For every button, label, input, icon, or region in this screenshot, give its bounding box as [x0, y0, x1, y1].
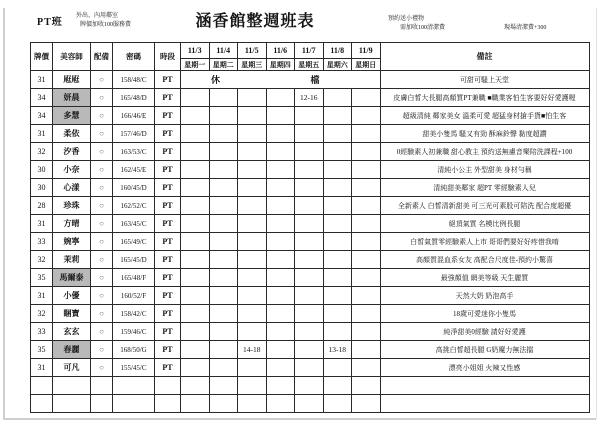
artist-name-cell: 珍珠	[53, 197, 91, 215]
artist-name-cell: 汐香	[53, 143, 91, 161]
price-cell: 31	[31, 71, 53, 89]
code-cell: 162/52/C	[113, 197, 155, 215]
remark-cell: 高挑白皙超長腿 G奶魔力無法擋	[380, 341, 589, 359]
note-left-line1: 外出、內用鄰室	[76, 13, 119, 19]
artist-name-cell: 可凡	[53, 359, 91, 377]
day-cell	[352, 89, 381, 107]
day-cell	[209, 305, 238, 323]
remark-cell: 0經驗素人初兼職 甜心教主 預約送無慮音樂陪洗課程+100	[380, 143, 589, 161]
code-cell: 165/48/F	[113, 269, 155, 287]
day-cell	[266, 161, 295, 179]
weekday-header: 星期一	[181, 59, 210, 71]
artist-name-cell	[53, 377, 91, 395]
code-cell	[113, 377, 155, 395]
day-cell	[209, 323, 238, 341]
day-cell	[181, 89, 210, 107]
date-header: 11/5	[238, 43, 267, 59]
day-cell	[323, 215, 352, 233]
price-cell: 34	[31, 89, 53, 107]
day-cell	[181, 197, 210, 215]
shift-cell: PT	[155, 161, 181, 179]
day-cell	[323, 305, 352, 323]
day-cell	[352, 377, 381, 395]
day-cell	[181, 377, 210, 395]
day-cell	[352, 251, 381, 269]
day-cell	[352, 395, 381, 413]
price-cell: 34	[31, 107, 53, 125]
day-cell	[323, 107, 352, 125]
price-cell	[31, 395, 53, 413]
code-cell: 165/48/D	[113, 89, 155, 107]
schedule-body	[31, 71, 590, 413]
day-cell	[323, 269, 352, 287]
day-cell	[209, 125, 238, 143]
day-cell	[352, 359, 381, 377]
day-cell	[209, 197, 238, 215]
day-cell	[238, 377, 267, 395]
price-cell: 32	[31, 143, 53, 161]
price-cell: 35	[31, 341, 53, 359]
day-cell	[323, 233, 352, 251]
equipment-circle-icon: ○	[91, 161, 113, 179]
day-cell	[323, 377, 352, 395]
shift-cell	[155, 395, 181, 413]
day-cell	[323, 89, 352, 107]
day-cell	[238, 143, 267, 161]
day-cell	[209, 233, 238, 251]
shift-cell: PT	[155, 305, 181, 323]
equipment-circle-icon: ○	[91, 287, 113, 305]
equipment-circle-icon: ○	[91, 359, 113, 377]
shift-cell: PT	[155, 179, 181, 197]
day-cell	[266, 359, 295, 377]
day-cell	[323, 323, 352, 341]
day-cell	[181, 269, 210, 287]
artist-name-cell	[53, 395, 91, 413]
weekday-header: 星期日	[352, 59, 381, 71]
remark-cell: 漂亮小姐姐 火辣又性感	[380, 359, 589, 377]
shift-cell: PT	[155, 215, 181, 233]
remark-cell: 甜美小隻馬 騷又有勁 酥麻鈴聲 黏度超讚	[380, 125, 589, 143]
price-cell: 33	[31, 323, 53, 341]
table-row	[31, 305, 590, 323]
weekday-header: 星期六	[323, 59, 352, 71]
col-header-artist: 美容師	[53, 43, 91, 71]
col-header-code: 密碼	[113, 43, 155, 71]
weekday-header: 星期四	[266, 59, 295, 71]
day-cell	[238, 233, 267, 251]
day-cell	[181, 287, 210, 305]
shift-cell: PT	[155, 197, 181, 215]
day-cell	[295, 179, 324, 197]
day-cell	[181, 251, 210, 269]
day-cell	[209, 179, 238, 197]
day-cell	[295, 341, 324, 359]
day-cell	[209, 215, 238, 233]
day-cell	[181, 179, 210, 197]
equipment-circle-icon: ○	[91, 179, 113, 197]
date-header: 11/6	[266, 43, 295, 59]
day-cell	[323, 197, 352, 215]
shift-cell: PT	[155, 125, 181, 143]
price-cell: 30	[31, 179, 53, 197]
price-cell: 31	[31, 215, 53, 233]
table-row	[31, 179, 590, 197]
code-cell: 165/45/D	[113, 251, 155, 269]
col-header-equipment: 配備	[91, 43, 113, 71]
day-cell	[238, 305, 267, 323]
note-left-line2: 牌價加收100服務費	[80, 22, 132, 28]
equipment-circle-icon: ○	[91, 89, 113, 107]
day-cell	[209, 359, 238, 377]
day-cell	[238, 359, 267, 377]
day-cell	[266, 305, 295, 323]
price-cell: 35	[31, 269, 53, 287]
day-cell	[266, 215, 295, 233]
table-row	[31, 107, 590, 125]
class-label: PT班	[37, 17, 63, 28]
weekday-header: 星期五	[295, 59, 324, 71]
day-cell	[266, 233, 295, 251]
equipment-circle-icon: ○	[91, 305, 113, 323]
day-cell	[266, 395, 295, 413]
shift-cell	[155, 377, 181, 395]
artist-name-cell: 妍晨	[53, 89, 91, 107]
price-cell: 30	[31, 161, 53, 179]
shift-cell: PT	[155, 89, 181, 107]
remark-cell: 可甜可騷上天堂	[380, 71, 589, 89]
equipment-circle-icon: ○	[91, 215, 113, 233]
artist-name-cell: 馬爾泰	[53, 269, 91, 287]
table-row	[31, 215, 590, 233]
table-row	[31, 359, 590, 377]
artist-name-cell: 方晴	[53, 215, 91, 233]
empty-row	[31, 377, 590, 395]
price-cell: 33	[31, 233, 53, 251]
day-cell	[238, 125, 267, 143]
day-cell	[323, 395, 352, 413]
page-edge-left	[3, 8, 5, 419]
day-cell	[209, 269, 238, 287]
shift-cell: PT	[155, 233, 181, 251]
remark-cell: 皮膚白皙大長腿高顏質PT兼職 ■職業客怕生客要好好愛護喔	[380, 89, 589, 107]
remark-cell: 清純小公主 外型甜美 身材勻稱	[380, 161, 589, 179]
equipment-circle-icon: ○	[91, 107, 113, 125]
day-cell	[266, 377, 295, 395]
day-cell	[238, 395, 267, 413]
artist-name-cell: 玄玄	[53, 323, 91, 341]
day-cell	[323, 161, 352, 179]
note-right-line1: 預約送小禮物	[388, 16, 425, 22]
day-cell	[238, 161, 267, 179]
page-title: 涵香館整週班表	[195, 13, 315, 30]
day-cell	[295, 215, 324, 233]
day-cell	[352, 269, 381, 287]
note-right-line2: 需加收100清潔費	[400, 25, 446, 31]
col-header-price: 牌價	[31, 43, 53, 71]
day-cell	[209, 143, 238, 161]
shift-cell: PT	[155, 251, 181, 269]
code-cell: 162/45/E	[113, 161, 155, 179]
date-header: 11/9	[352, 43, 381, 59]
day-cell	[209, 251, 238, 269]
price-cell: 31	[31, 125, 53, 143]
shift-cell: PT	[155, 359, 181, 377]
shift-cell: PT	[155, 287, 181, 305]
day-cell	[352, 161, 381, 179]
code-cell: 159/46/C	[113, 323, 155, 341]
shift-cell: PT	[155, 269, 181, 287]
table-row	[31, 89, 590, 107]
day-cell	[323, 251, 352, 269]
day-cell: 13-18	[323, 341, 352, 359]
day-cell	[238, 89, 267, 107]
day-cell	[266, 323, 295, 341]
date-header: 11/4	[209, 43, 238, 59]
equipment-circle-icon: ○	[91, 233, 113, 251]
day-cell	[266, 341, 295, 359]
code-cell: 165/49/C	[113, 233, 155, 251]
col-header-remarks: 備註	[380, 43, 589, 71]
shift-cell: PT	[155, 341, 181, 359]
remark-cell	[380, 377, 589, 395]
day-cell	[323, 359, 352, 377]
day-cell	[352, 215, 381, 233]
remark-cell: 絕頂氣質 名模比例長腿	[380, 215, 589, 233]
day-cell	[181, 215, 210, 233]
day-cell	[209, 287, 238, 305]
remark-cell: 全新素人 白皙清新甜美 可三光可素股可陪洗 配合度超優	[380, 197, 589, 215]
day-cell	[295, 359, 324, 377]
code-cell	[113, 395, 155, 413]
table-row	[31, 71, 590, 89]
day-cell	[352, 341, 381, 359]
day-cell	[295, 161, 324, 179]
day-cell	[181, 107, 210, 125]
date-header: 11/3	[181, 43, 210, 59]
day-cell	[181, 341, 210, 359]
code-cell: 158/48/C	[113, 71, 155, 89]
note-right	[388, 15, 445, 33]
shift-cell: PT	[155, 143, 181, 161]
day-cell	[266, 251, 295, 269]
day-cell	[209, 341, 238, 359]
day-cell	[266, 287, 295, 305]
day-cell	[266, 179, 295, 197]
table-row	[31, 125, 590, 143]
code-cell: 160/52/F	[113, 287, 155, 305]
day-cell	[266, 125, 295, 143]
day-cell	[295, 125, 324, 143]
day-cell	[295, 143, 324, 161]
empty-row	[31, 395, 590, 413]
day-cell	[181, 233, 210, 251]
day-cell	[181, 359, 210, 377]
remark-cell: 最強顏值 網美等級 天生麗質	[380, 269, 589, 287]
artist-name-cell: 柔依	[53, 125, 91, 143]
day-cell: 14-18	[238, 341, 267, 359]
artist-name-cell: 婉寧	[53, 233, 91, 251]
day-cell	[266, 107, 295, 125]
day-cell	[295, 197, 324, 215]
day-cell	[352, 323, 381, 341]
remark-cell: 清純甜美鄰家 超PT 零經驗素人兒	[380, 179, 589, 197]
equipment-circle-icon: ○	[91, 341, 113, 359]
price-cell: 32	[31, 305, 53, 323]
price-cell: 31	[31, 359, 53, 377]
price-cell: 31	[31, 287, 53, 305]
day-cell	[295, 287, 324, 305]
table-row	[31, 161, 590, 179]
page-edge-bottom	[3, 418, 596, 420]
day-cell	[238, 251, 267, 269]
code-cell: 163/45/C	[113, 215, 155, 233]
day-cell	[181, 395, 210, 413]
equipment-circle-icon: ○	[91, 197, 113, 215]
artist-name-cell: 小優	[53, 287, 91, 305]
code-cell: 168/50/G	[113, 341, 155, 359]
day-cell	[295, 323, 324, 341]
artist-name-cell: 屘屘	[53, 71, 91, 89]
code-cell: 160/45/D	[113, 179, 155, 197]
day-cell	[209, 377, 238, 395]
day-cell	[181, 323, 210, 341]
remark-cell: 純淨甜美0經驗 請好好愛護	[380, 323, 589, 341]
day-cell	[238, 107, 267, 125]
table-row	[31, 323, 590, 341]
code-cell: 157/46/D	[113, 125, 155, 143]
day-cell	[295, 305, 324, 323]
table-row	[31, 269, 590, 287]
day-cell	[352, 305, 381, 323]
equipment-circle-icon: ○	[91, 251, 113, 269]
artist-name-cell: 心漾	[53, 179, 91, 197]
code-cell: 158/42/C	[113, 305, 155, 323]
weekday-header: 星期二	[209, 59, 238, 71]
day-cell	[238, 215, 267, 233]
artist-name-cell: 茉莉	[53, 251, 91, 269]
day-cell	[323, 143, 352, 161]
table-row	[31, 287, 590, 305]
note-far-right: 現場清潔費+300	[504, 25, 547, 31]
day-cell	[209, 395, 238, 413]
day-cell	[295, 233, 324, 251]
day-cell	[181, 305, 210, 323]
remark-cell: 18歲可愛迷你小隻馬	[380, 305, 589, 323]
code-cell: 163/53/C	[113, 143, 155, 161]
day-cell	[295, 269, 324, 287]
weekday-header: 星期三	[238, 59, 267, 71]
day-cell: 12-16	[295, 89, 324, 107]
day-cell	[238, 197, 267, 215]
price-cell: 28	[31, 197, 53, 215]
equipment-cell	[91, 377, 113, 395]
equipment-circle-icon: ○	[91, 269, 113, 287]
day-cell	[352, 143, 381, 161]
price-cell	[31, 377, 53, 395]
remark-cell: 超級清純 鄰家美女 溫柔可愛 超猛身材搶手貨■怕生客	[380, 107, 589, 125]
day-cell	[323, 179, 352, 197]
day-cell	[266, 269, 295, 287]
day-cell	[209, 161, 238, 179]
header-row-dates	[31, 43, 590, 59]
table-row	[31, 233, 590, 251]
shift-cell: PT	[155, 71, 181, 89]
shift-cell: PT	[155, 323, 181, 341]
day-cell	[238, 287, 267, 305]
remark-cell: 高顏質混血系女友 高配合尺度佳-預約小驚喜	[380, 251, 589, 269]
day-cell	[238, 179, 267, 197]
remark-cell	[380, 395, 589, 413]
day-cell	[352, 107, 381, 125]
day-cell	[352, 179, 381, 197]
equipment-circle-icon: ○	[91, 125, 113, 143]
day-cell	[209, 107, 238, 125]
day-cell	[209, 89, 238, 107]
equipment-circle-icon: ○	[91, 71, 113, 89]
day-cell	[181, 161, 210, 179]
page-edge-right	[596, 8, 597, 419]
note-left	[76, 12, 131, 30]
remark-cell: 白皙氣質零經驗素人上市 哥哥們要好好疼惜我唷	[380, 233, 589, 251]
day-cell	[295, 107, 324, 125]
artist-name-cell: 春麗	[53, 341, 91, 359]
day-cell	[181, 143, 210, 161]
table-row	[31, 197, 590, 215]
table-row	[31, 143, 590, 161]
date-header: 11/8	[323, 43, 352, 59]
table-row	[31, 251, 590, 269]
artist-name-cell: 睏寶	[53, 305, 91, 323]
day-cell	[266, 89, 295, 107]
shift-cell: PT	[155, 107, 181, 125]
remark-cell: 天然大奶 奶泡高手	[380, 287, 589, 305]
day-cell	[352, 287, 381, 305]
weekly-schedule-table	[30, 42, 590, 413]
col-header-shift: 時段	[155, 43, 181, 71]
code-cell: 166/46/E	[113, 107, 155, 125]
day-cell	[266, 143, 295, 161]
day-cell	[295, 377, 324, 395]
date-header: 11/7	[295, 43, 324, 59]
day-cell	[238, 269, 267, 287]
day-cell	[295, 395, 324, 413]
equipment-circle-icon: ○	[91, 323, 113, 341]
day-cell	[181, 125, 210, 143]
artist-name-cell: 小奈	[53, 161, 91, 179]
day-cell	[352, 125, 381, 143]
day-cell	[323, 287, 352, 305]
day-cell	[352, 197, 381, 215]
day-cell	[238, 323, 267, 341]
day-cell	[295, 251, 324, 269]
day-cell	[323, 125, 352, 143]
code-cell: 155/45/C	[113, 359, 155, 377]
price-cell: 32	[31, 251, 53, 269]
day-cell	[352, 233, 381, 251]
equipment-circle-icon: ○	[91, 143, 113, 161]
day-cell	[266, 197, 295, 215]
table-row	[31, 341, 590, 359]
equipment-cell	[91, 395, 113, 413]
artist-name-cell: 多慧	[53, 107, 91, 125]
rest-merged-cell: 休 檔	[181, 71, 381, 89]
